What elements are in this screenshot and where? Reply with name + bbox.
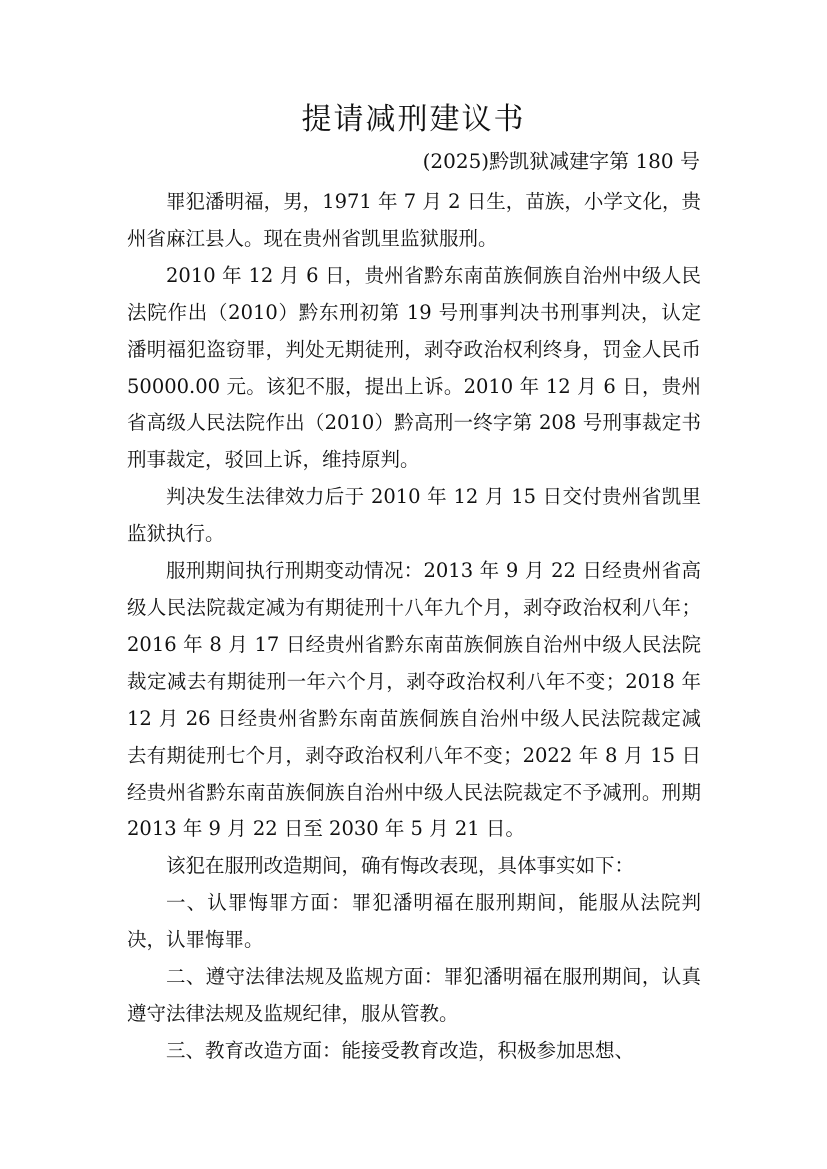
document-number: (2025)黔凯狱减建字第 180 号: [422, 149, 700, 173]
paragraph-offender-info: 罪犯潘明福，男，1971 年 7 月 2 日生，苗族，小学文化，贵州省麻江县人。现在贵州省凯里监狱服刑。: [127, 190, 701, 250]
paragraph-sentence-changes: 服刑期间执行刑期变动情况：2013 年 9 月 22 日经贵州省高级人民法院裁定减为有期徒刑十八年九个月，剥夺政治权利八年；2016 年 8 月 17 日经贵州省黔东南苗族侗族自治州中级人民法院裁定减去有期徒刑一年六个月，剥夺政治权利八年不变；2018 年 12 月 26 日经贵州省黔东南苗族侗族自治州中级人民法院裁定减去有期徒刑七个月，剥夺政治权利八年不变；2022 年 8 月 15 日经贵州省黔东南苗族侗族自治州中级人民法院裁定不予减刑。刑期 2013 年 9 月 22 日至 2030 年 5 月 21 日。: [127, 559, 701, 841]
paragraph-original-judgment: 2010 年 12 月 6 日，贵州省黔东南苗族侗族自治州中级人民法院作出（2010）黔东刑初第 19 号刑事判决书刑事判决，认定潘明福犯盗窃罪，判处无期徒刑，剥夺政治权利终身，罚金人民币 50000.00 元。该犯不服，提出上诉。2010 年 12 月 6 日，贵州省高级人民法院作出（2010）黔高刑一终字第 208 号刑事裁定书刑事裁定，驳回上诉，维持原判。: [127, 263, 701, 472]
paragraph-point-3: 三、教育改造方面：能接受教育改造，积极参加思想、: [166, 1038, 635, 1062]
document-title: 提请减刑建议书: [301, 102, 526, 137]
paragraph-point-1: 一、认罪悔罪方面：罪犯潘明福在服刑期间，能服从法院判决，认罪悔罪。: [127, 891, 701, 952]
paragraph-point-2: 二、遵守法律法规及监规方面：罪犯潘明福在服刑期间，认真遵守法律法规及监规纪律，服从管教。: [127, 965, 701, 1025]
paragraph-execution: 判决发生法律效力后于 2010 年 12 月 15 日交付贵州省凯里监狱执行。: [127, 485, 701, 546]
paragraph-repentance-intro: 该犯在服刑改造期间，确有悔改表现，具体事实如下：: [166, 854, 635, 878]
document-body: [127, 184, 701, 1070]
